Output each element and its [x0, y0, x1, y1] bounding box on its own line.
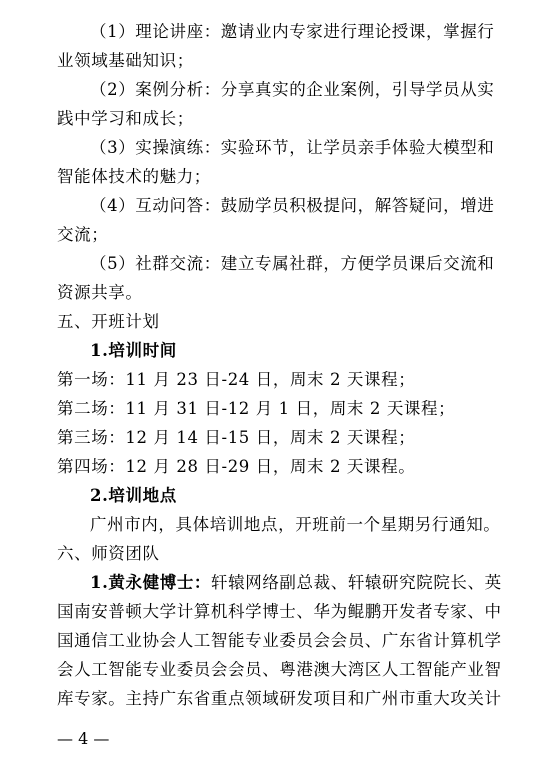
- paragraph-line: 交流；: [57, 225, 109, 244]
- paragraph-line: （5）社群交流：建立专属社群，方便学员课后交流和: [90, 254, 495, 273]
- paragraph-line: 业领域基础知识；: [57, 51, 194, 70]
- teacher-intro-line: [90, 572, 502, 594]
- paragraph-line: 会人工智能专业委员会会员、粤港澳大湾区人工智能产业智: [57, 660, 502, 679]
- schedule-item: 第三场：12 月 14 日-15 日，周末 2 天课程；: [57, 428, 416, 447]
- paragraph-line: 智能体技术的魅力；: [57, 167, 211, 186]
- section-heading-6: 六、师资团队: [57, 544, 160, 563]
- schedule-item: 第二场：11 月 31 日-12 月 1 日，周末 2 天课程；: [57, 399, 456, 418]
- schedule-item: 第一场：11 月 23 日-24 日，周末 2 天课程；: [57, 370, 416, 389]
- paragraph-line: （3）实操演练：实验环节，让学员亲手体验大模型和: [90, 138, 495, 157]
- paragraph-line: （2）案例分析：分享真实的企业案例，引导学员从实: [90, 80, 495, 99]
- paragraph-line: 库专家。主持广东省重点领域研发项目和广州市重大攻关计: [57, 689, 502, 708]
- paragraph-line: （4）互动问答：鼓励学员积极提问，解答疑问，增进: [90, 196, 495, 215]
- paragraph-line: 践中学习和成长；: [57, 109, 194, 128]
- paragraph-line: 国南安普顿大学计算机科学博士、华为鲲鹏开发者专家、中: [57, 602, 502, 621]
- location-text: 广州市内，具体培训地点，开班前一个星期另行通知。: [90, 515, 501, 534]
- paragraph-line: 资源共享。: [57, 283, 143, 302]
- section-heading-5: 五、开班计划: [57, 312, 160, 331]
- page-number: — 4 —: [57, 729, 110, 748]
- subheading-training-time: 1.培训时间: [90, 341, 177, 360]
- schedule-item: 第四场：12 月 28 日-29 日，周末 2 天课程。: [57, 457, 416, 476]
- paragraph-line: （1）理论讲座：邀请业内专家进行理论授课，掌握行: [90, 22, 495, 41]
- subheading-training-location: 2.培训地点: [90, 486, 177, 505]
- teacher-intro-text: 轩辕网络副总裁、轩辕研究院院长、英: [211, 573, 502, 592]
- teacher-name: 1.黄永健博士：: [90, 573, 212, 592]
- paragraph-line: 国通信工业协会人工智能专业委员会会员、广东省计算机学: [57, 631, 502, 650]
